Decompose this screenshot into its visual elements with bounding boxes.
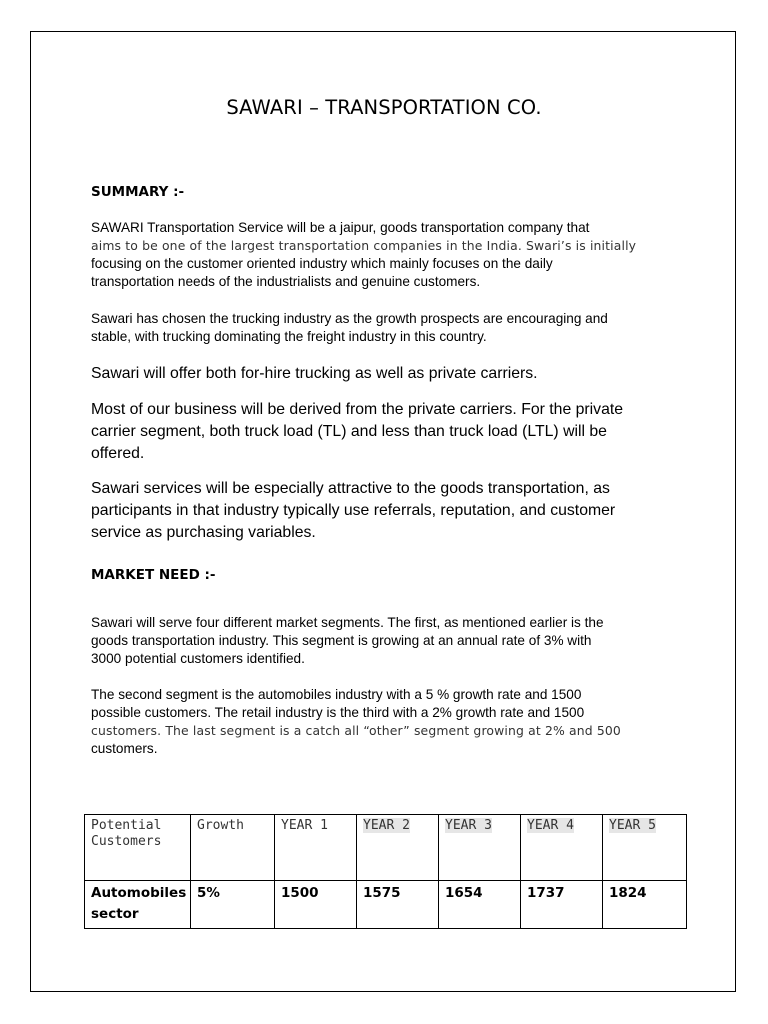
summary-paragraph-4 xyxy=(91,399,691,465)
document-title: SAWARI – TRANSPORTATION CO. xyxy=(226,96,542,119)
table-cell: 5% xyxy=(191,881,275,929)
table-cell: 1737 xyxy=(521,881,603,929)
text-line: participants in that industry typically use referrals, reputation, and customer xyxy=(91,502,616,519)
table-header-row xyxy=(85,815,687,881)
header-label: YEAR 5 xyxy=(609,818,656,833)
text-line: Sawari will offer both for-hire trucking as well as private carriers. xyxy=(91,365,538,382)
summary-paragraph-2 xyxy=(91,310,691,346)
header-label: YEAR 3 xyxy=(445,818,492,833)
header-label: YEAR 4 xyxy=(527,818,574,833)
text-line: customers. The last segment is a catch all “other” segment growing at 2% and 500 xyxy=(91,723,621,738)
table-cell: Automobiles sector xyxy=(85,881,191,929)
header-label: YEAR 1 xyxy=(281,818,328,833)
header-cell-year-3 xyxy=(439,815,521,881)
header-cell-year-1 xyxy=(275,815,357,881)
market-need-heading: MARKET NEED :- xyxy=(91,567,216,583)
market-need-paragraph-2 xyxy=(91,686,691,758)
text-line: SAWARI Transportation Service will be a jaipur, goods transportation company that xyxy=(91,220,590,235)
text-line: stable, with trucking dominating the freight industry in this country. xyxy=(91,329,487,344)
text-line: service as purchasing variables. xyxy=(91,524,316,541)
header-cell-year-5 xyxy=(603,815,687,881)
header-cell-potential-customers: Potential Customers xyxy=(85,815,191,881)
text-line: customers. xyxy=(91,741,158,756)
summary-paragraph-1 xyxy=(91,219,691,291)
summary-heading: SUMMARY :- xyxy=(91,184,185,200)
header-cell-year-2 xyxy=(357,815,439,881)
summary-paragraph-3 xyxy=(91,363,691,385)
table-row xyxy=(85,881,687,929)
header-cell-growth: Growth xyxy=(191,815,275,881)
text-line: Most of our business will be derived from the private carriers. For the private xyxy=(91,401,624,418)
header-label: YEAR 2 xyxy=(363,818,410,833)
text-line: focusing on the customer oriented industry which mainly focuses on the daily xyxy=(91,256,553,271)
text-line: Sawari will serve four different market segments. The first, as mentioned earlier is the xyxy=(91,615,604,630)
text-line: Sawari services will be especially attractive to the goods transportation, as xyxy=(91,480,610,497)
summary-paragraph-5 xyxy=(91,478,691,544)
text-line: offered. xyxy=(91,445,145,462)
text-line: 3000 potential customers identified. xyxy=(91,651,305,666)
header-cell-year-4 xyxy=(521,815,603,881)
table-cell: 1575 xyxy=(357,881,439,929)
table-cell: 1654 xyxy=(439,881,521,929)
text-line: transportation needs of the industrialists and genuine customers. xyxy=(91,274,481,289)
text-line: Sawari has chosen the trucking industry as the growth prospects are encouraging and xyxy=(91,311,608,326)
text-line: The second segment is the automobiles industry with a 5 % growth rate and 1500 xyxy=(91,687,582,702)
table-cell: 1500 xyxy=(275,881,357,929)
text-line: carrier segment, both truck load (TL) and less than truck load (LTL) will be xyxy=(91,423,607,440)
text-line: aims to be one of the largest transportation companies in the India. Swari’s is initially xyxy=(91,238,637,253)
market-need-paragraph-1 xyxy=(91,614,691,668)
customers-table xyxy=(84,814,687,929)
table-cell: 1824 xyxy=(603,881,687,929)
text-line: goods transportation industry. This segment is growing at an annual rate of 3% with xyxy=(91,633,592,648)
text-line: possible customers. The retail industry is the third with a 2% growth rate and 1500 xyxy=(91,705,585,720)
